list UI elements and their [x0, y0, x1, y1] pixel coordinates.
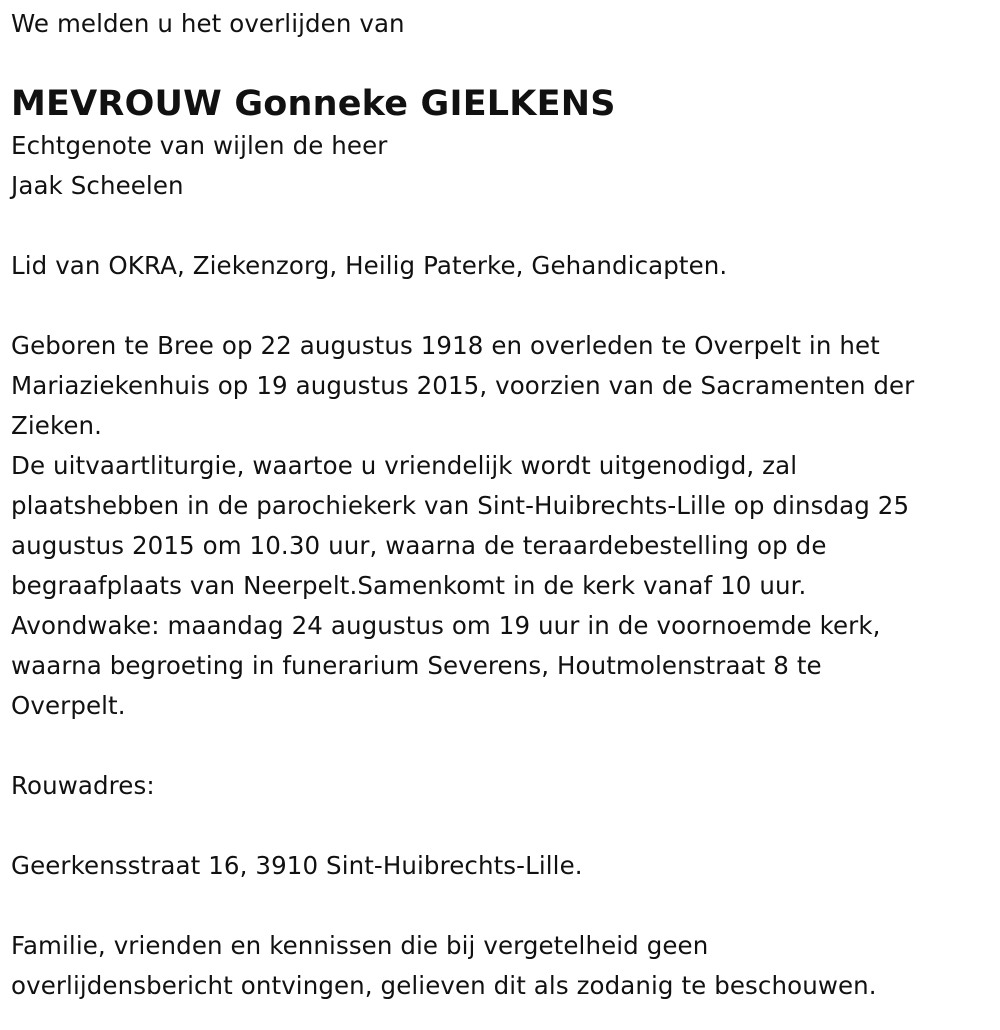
spouse-line-2: Jaak Scheelen	[11, 171, 184, 200]
body-line: waarna begroeting in funerarium Severens, Houtmolenstraat 8 te	[11, 651, 822, 680]
deceased-name: MEVROUW Gonneke GIELKENS	[11, 84, 616, 124]
closing-paragraph	[11, 926, 986, 1006]
body-line: Mariaziekenhuis op 19 augustus 2015, voorzien van de Sacramenten der	[11, 371, 915, 400]
closing-line: Familie, vrienden en kennissen die bij vergetelheid geen	[11, 931, 709, 960]
spacer	[11, 886, 986, 926]
spouse-line-1: Echtgenote van wijlen de heer	[11, 131, 388, 160]
intro-text: We melden u het overlijden van	[11, 9, 405, 38]
body-line: begraafplaats van Neerpelt.Samenkomt in de kerk vanaf 10 uur.	[11, 571, 807, 600]
body-line: Overpelt.	[11, 691, 126, 720]
spacer	[11, 806, 986, 846]
body-line: plaatshebben in de parochiekerk van Sint-Huibrechts-Lille op dinsdag 25	[11, 491, 910, 520]
body-paragraph	[11, 326, 986, 726]
address-label: Rouwadres:	[11, 771, 155, 800]
body-line: Avondwake: maandag 24 augustus om 19 uur in de voornoemde kerk,	[11, 611, 881, 640]
membership-text: Lid van OKRA, Ziekenzorg, Heilig Paterke, Gehandicapten.	[11, 251, 728, 280]
death-notice	[11, 4, 986, 1006]
mourning-address: Geerkensstraat 16, 3910 Sint-Huibrechts-Lille.	[11, 851, 583, 880]
body-line: augustus 2015 om 10.30 uur, waarna de teraardebestelling op de	[11, 531, 827, 560]
spacer	[11, 206, 986, 246]
body-line: Zieken.	[11, 411, 103, 440]
body-line: De uitvaartliturgie, waartoe u vriendelijk wordt uitgenodigd, zal	[11, 451, 798, 480]
spacer	[11, 286, 986, 326]
spacer	[11, 726, 986, 766]
closing-line: overlijdensbericht ontvingen, gelieven dit als zodanig te beschouwen.	[11, 971, 877, 1000]
body-line: Geboren te Bree op 22 augustus 1918 en overleden te Overpelt in het	[11, 331, 880, 360]
